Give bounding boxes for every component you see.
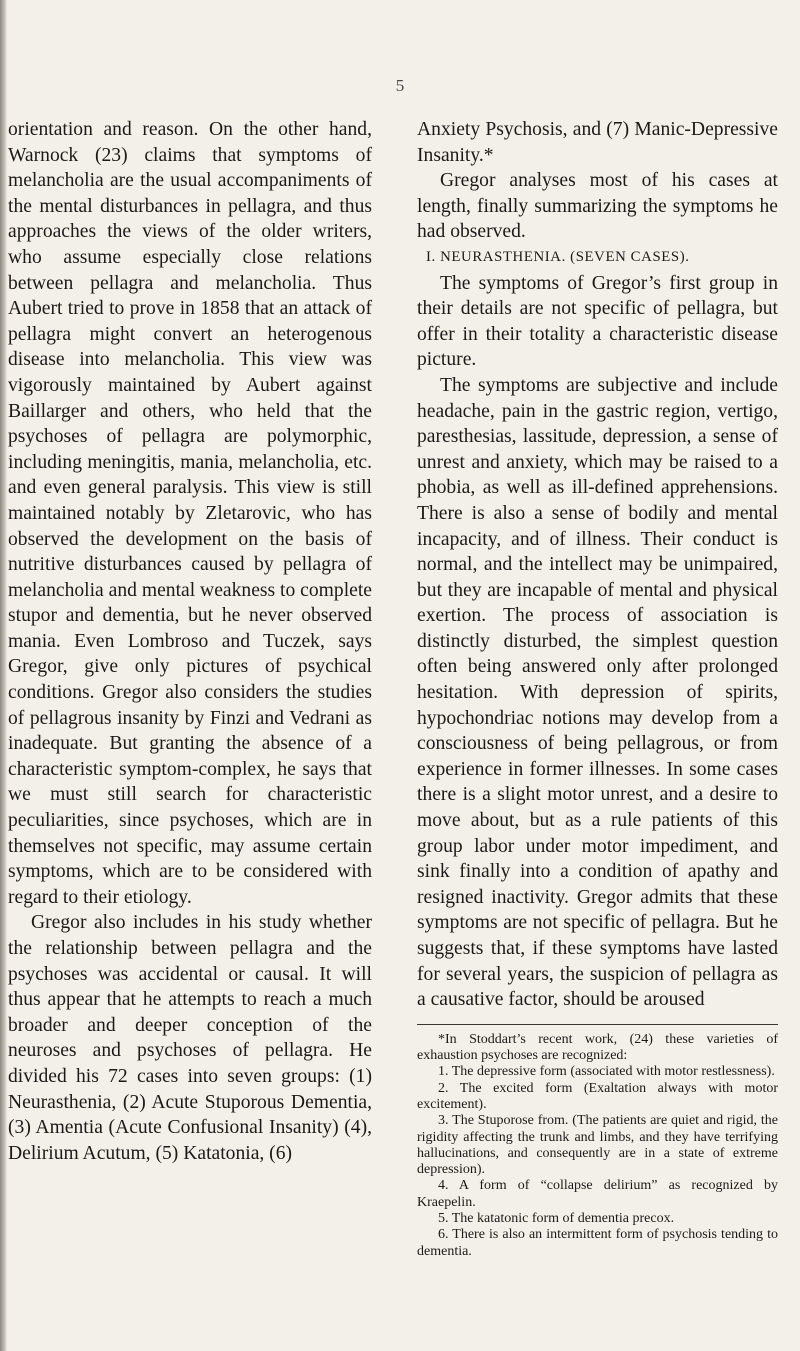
right-paragraph-2: The symptoms are subjective and include headache, pain in the gastric region, vertigo, paresthesias, lassitude, depression, a sense of unrest and anxiety, which may be raised to a phobia, as well as ill-defined apprehensions. There is also a sense of bodily and mental incapacity, and of illness. Their conduct is normal, and the intellect may be unimpaired, but they are incapable of mental and physical exertion. The process of association is distinctly disturbed, the simplest question often being answered only after prolonged hesitation. With depression of spirits, hypochondriac notions may develop from a consciousness of being pellagrous, or from experience in former illnesses. In some cases there is a slight motor unrest, and a desire to move about, but as a rule patients of this group labor under motor impediment, and sink finally into a condition of apathy and resigned inactivity. Gregor admits that these symptoms are not specific of pellagra. But he suggests that, if these symptoms have lasted for several years, the suspicion of pellagra as a causative factor, should be aroused xyxy=(417,374,778,1011)
right-column xyxy=(417,117,778,1260)
footnote xyxy=(417,1032,778,1260)
right-continuation: Anxiety Psychosis, and (7) Manic-Depressive Insanity.* xyxy=(417,119,778,166)
page-number: 5 xyxy=(395,76,405,95)
section-heading-neurasthenia: I. NEURASTHENIA. (SEVEN CASES). xyxy=(426,248,690,265)
left-paragraph-1: orientation and reason. On the other hand, Warnock (23) claims that symptoms of melancholia are the usual accompaniments of the mental disturbances in pellagra, and thus approaches the views of the older writers, who assume especially close relations between pellagra and melancholia. Thus Aubert tried to prove in 1858 that an attack of pellagra might convert an heterogenous disease into melancholia. This view was vigorously maintained by Aubert against Baillarger and others, who held that the psychoses of pellagra are polymorphic, including meningitis, mania, melancholia, etc. and even general paralysis. This view is still maintained notably by Zletarovic, who has observed the development on the basis of nutritive disturbances caused by pellagra of melancholia and mental weakness to complete stupor and dementia, but he never observed mania. Even Lombroso and Tuczek, says Gregor, give only pictures of psychical conditions. Gregor also considers the studies of pellagrous insanity by Finzi and Vedrani as inadequate. But granting the absence of a characteristic symptom-complex, he says that we must still search for characteristic peculiarities, since psychoses, which are in themselves not specific, may assume certain symptoms, which are to be considered with regard to their etiology. xyxy=(8,119,372,908)
footnote-item-3: 3. The Stuporose from. (The patients are quiet and rigid, the rigidity affecting the trunk and limbs, and they have terrifying hallucinations, and consequently are in a state of extreme depression). xyxy=(417,1113,778,1178)
footnote-item-6: 6. There is also an intermittent form of psychosis tending to dementia. xyxy=(417,1227,778,1259)
page-gutter-shadow xyxy=(0,0,7,1351)
footnote-item-5: 5. The katatonic form of dementia precox. xyxy=(438,1211,675,1227)
right-intro-paragraph: Gregor analyses most of his cases at length, finally summarizing the symptoms he had observed. xyxy=(417,170,778,243)
left-paragraph-2: Gregor also includes in his study whether the relationship between pellagra and the psychoses was accidental or causal. It will thus appear that he attempts to reach a much broader and deeper conception of the neuroses and psychoses of pellagra. He divided his 72 cases into seven groups: (1) Neurasthenia, (2) Acute Stuporous Dementia, (3) Amentia (Acute Confusional Insanity) (4), Delirium Acutum, (5) Katatonia, (6) xyxy=(8,912,372,1164)
footnote-item-2: 2. The excited form (Exaltation always with motor excitement). xyxy=(417,1080,778,1112)
footnote-item-1: 1. The depressive form (associated with motor restlessness). xyxy=(438,1064,775,1080)
footnote-divider xyxy=(417,1024,778,1025)
left-column xyxy=(8,117,372,1166)
footnote-intro: *In Stoddart’s recent work, (24) these varieties of exhaustion psychoses are recognized: xyxy=(417,1031,778,1064)
right-paragraph-1: The symptoms of Gregor’s first group in their details are not specific of pellagra, but offer in their totality a characteristic disease picture. xyxy=(417,272,778,371)
footnote-item-4: 4. A form of “collapse delirium” as recognized by Kraepelin. xyxy=(417,1178,778,1210)
